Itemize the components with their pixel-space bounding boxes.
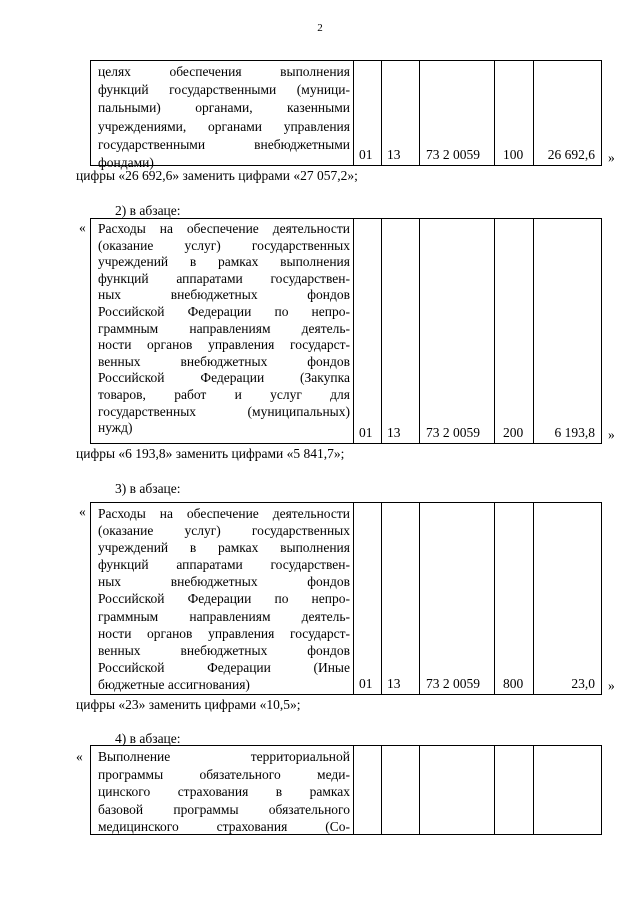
description-line: нужд) xyxy=(98,420,133,436)
description-line: пальными) органами, казенными xyxy=(98,100,350,116)
item-heading: 2) в абзаце: xyxy=(115,203,181,218)
description-line: Российской Федерации (Закупка xyxy=(98,370,350,386)
description-cell xyxy=(98,221,350,437)
description-line: функций аппаратами государствен- xyxy=(98,270,350,286)
description-line: граммным направлениям деятель- xyxy=(98,608,350,624)
description-line: (оказание услуг) государственных xyxy=(98,523,350,539)
section-code: 01 xyxy=(359,147,373,162)
target-article-code: 73 2 0059 xyxy=(426,425,480,440)
description-line: функций государственными (муници- xyxy=(98,82,350,98)
description-line: (оказание услуг) государственных xyxy=(98,237,350,253)
description-line: ных внебюджетных фондов xyxy=(98,287,350,303)
description-line: медицинского страхования (Со- xyxy=(98,819,350,834)
description-line: венных внебюджетных фондов xyxy=(98,353,350,369)
item-heading: 4) в абзаце: xyxy=(115,731,181,746)
description-line: Расходы на обеспечение деятельности xyxy=(98,506,350,521)
description-line: ности органов управления государст- xyxy=(98,625,350,641)
target-article-code: 73 2 0059 xyxy=(426,676,480,691)
item-heading: 3) в абзаце: xyxy=(115,481,181,496)
description-line: цинского страхования в рамках xyxy=(98,784,350,799)
description-line: функций аппаратами государствен- xyxy=(98,557,350,573)
subsection-code: 13 xyxy=(387,425,401,440)
description-line: Российской Федерации по непро- xyxy=(98,591,350,607)
description-line: государственных (муниципальных) xyxy=(98,403,350,419)
replacement-text: цифры «23» заменить цифрами «10,5»; xyxy=(76,697,301,712)
section-code: 01 xyxy=(359,676,373,691)
description-line: учреждений в рамках выполнения xyxy=(98,540,350,556)
close-quote: » xyxy=(608,678,615,693)
section-code: 01 xyxy=(359,425,373,440)
expense-type-code: 100 xyxy=(503,147,524,162)
description-cell xyxy=(98,748,350,836)
description-line: товаров, работ и услуг для xyxy=(98,386,350,402)
open-quote: « xyxy=(79,220,86,235)
description-line: базовой программы обязательного xyxy=(98,801,350,817)
expense-type-code: 800 xyxy=(503,676,524,691)
description-cell xyxy=(98,63,350,172)
description-line: ности органов управления государст- xyxy=(98,337,350,353)
page-number: 2 xyxy=(317,22,323,34)
description-line: государственными внебюджетными xyxy=(98,136,350,152)
close-quote: » xyxy=(608,150,615,165)
table-block-2 xyxy=(90,218,602,444)
subsection-code: 13 xyxy=(387,676,401,691)
description-line: граммным направлениям деятель- xyxy=(98,320,350,336)
description-line: Расходы на обеспечение деятельности xyxy=(98,221,350,236)
description-line: программы обязательного меди- xyxy=(98,766,350,782)
amount: 6 193,8 xyxy=(554,425,595,440)
description-line: бюджетные ассигнования) xyxy=(98,676,250,692)
target-article-code: 73 2 0059 xyxy=(426,147,480,162)
description-line: учреждениями, органами управления xyxy=(98,118,350,134)
open-quote: « xyxy=(76,749,83,764)
replacement-text: цифры «26 692,6» заменить цифрами «27 057,2»; xyxy=(76,168,358,183)
description-line: целях обеспечения выполнения xyxy=(98,64,350,79)
close-quote: » xyxy=(608,427,615,442)
expense-type-code: 200 xyxy=(503,425,524,440)
description-line: фондами) xyxy=(98,155,154,171)
subsection-code: 13 xyxy=(387,147,401,162)
replacement-text: цифры «6 193,8» заменить цифрами «5 841,7»; xyxy=(76,446,345,461)
description-line: Выполнение территориальной xyxy=(98,749,350,764)
description-cell xyxy=(98,505,350,693)
description-line: Российской Федерации по непро- xyxy=(98,303,350,319)
description-line: венных внебюджетных фондов xyxy=(98,642,350,658)
amount: 23,0 xyxy=(571,676,595,691)
amount: 26 692,6 xyxy=(547,147,595,162)
open-quote: « xyxy=(79,504,86,519)
description-line: учреждений в рамках выполнения xyxy=(98,254,350,270)
table-block-4 xyxy=(90,745,602,835)
description-line: ных внебюджетных фондов xyxy=(98,574,350,590)
table-block-1 xyxy=(90,60,602,171)
description-line: Российской Федерации (Иные xyxy=(98,659,350,675)
table-block-3 xyxy=(90,502,602,695)
